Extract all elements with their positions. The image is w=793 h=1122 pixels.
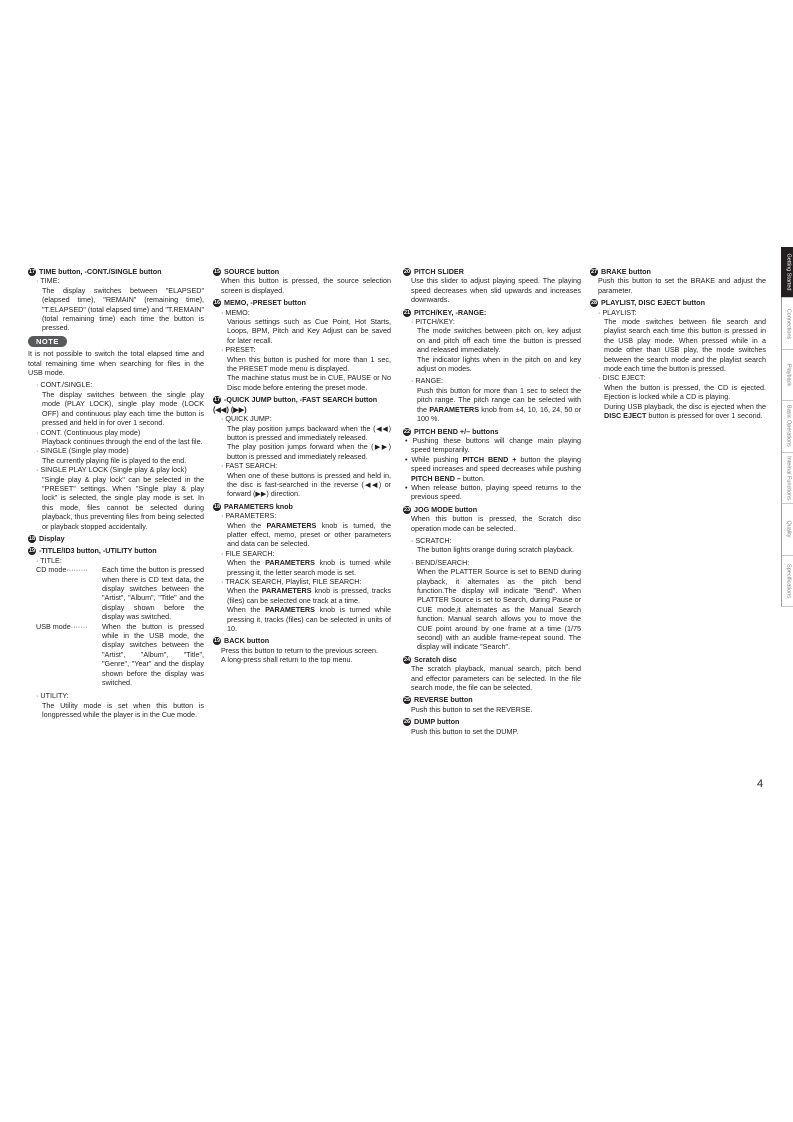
text-run: Push this button for more than 1 sec to select the pitch range. The pitch range can be selected with the <box>417 385 581 414</box>
back-body-2: A long-press shall return to the top menu. <box>221 655 353 665</box>
section-number-badge: 24 <box>403 656 411 663</box>
column-2 <box>213 264 391 665</box>
text-run: knob is turned while pressing it, tracks (files) can be selected in units of 10. <box>227 605 392 634</box>
cont-body: Playback continues through the end of the last file. <box>42 436 203 446</box>
section-number-badge: 21 <box>403 309 411 316</box>
bend-search-item <box>403 558 581 652</box>
memo-item <box>213 308 391 346</box>
section-playlist-heading <box>590 298 766 307</box>
section-number-badge: 25 <box>403 697 411 704</box>
preset-body-1: When this button is pushed for more than 1 sec, the PRESET mode menu is displayed. <box>227 354 391 374</box>
section-title: BACK button <box>224 636 270 646</box>
quick-jump-body-2: The play position jumps forward when the (▶▶) button is pressed and immediately released. <box>227 442 391 461</box>
usb-mode-text: When the button is pressed while in the USB mode, the display switches between the "Artist", "Album", "Title", "Genre", "Year" and the display shown before the display was switched. <box>102 621 204 688</box>
knob-name: PARAMETERS <box>261 586 312 596</box>
pitch-bend-bullet-1: • Pushing these buttons will change main playing speed temporarily. <box>405 435 581 455</box>
section-title: PITCH SLIDER <box>414 267 464 276</box>
disc-eject-title: · DISC EJECT: <box>598 373 646 383</box>
reverse-body: Push this button to set the REVERSE. <box>411 704 533 714</box>
single-body: The currently playing file is played to the end. <box>42 455 187 465</box>
button-name: PITCH BEND – <box>411 473 461 483</box>
section-number-badge: 17 <box>28 269 36 275</box>
pitch-key-body-1: The mode switches between pitch on, key adjust on and pitch off each time the button is pressed and released immediately. <box>417 326 581 355</box>
pitch-key-body-2: The indicator lights when in the pitch on and key adjust on modes. <box>417 354 581 374</box>
text-run: knob is turned, the platter effect, memo, preset or other parameters and data can be selected. <box>227 520 391 549</box>
track-search-body-2 <box>221 605 391 633</box>
cont-single-title: · CONT./SINGLE: <box>36 380 93 390</box>
text-run: knob from ±4, 10, 16, 24, 50 or 100 %. <box>417 404 581 424</box>
tab-label: Internal Functions <box>785 456 792 500</box>
range-title: · RANGE: <box>411 376 443 386</box>
text-run: During USB playback, the disc is ejected when the <box>604 401 766 411</box>
parameters-body <box>221 521 391 549</box>
jog-mode-body: When this button is pressed, the Scratch disc operation mode can be selected. <box>411 514 581 533</box>
tab-connections[interactable] <box>781 298 793 349</box>
tab-label: Basic Operations <box>785 405 792 448</box>
section-dump-heading <box>403 717 581 726</box>
section-number-badge: 23 <box>403 506 411 513</box>
scratch-disc-body: The scratch playback, manual search, pitch bend and effector parameters can be selected. In the file search mode, the file can be selected. <box>411 664 581 693</box>
section-title: PARAMETERS knob <box>224 501 293 511</box>
section-title: PLAYLIST, DISC EJECT button <box>601 298 705 308</box>
preset-body-2: The machine status must be in CUE, PAUSE or No Disc mode before entering the preset mode. <box>227 373 391 392</box>
section-number-badge: 17 <box>213 397 221 404</box>
section-title: -QUICK JUMP button, -FAST SEARCH button <box>224 395 378 405</box>
text-run: When the <box>227 586 262 596</box>
section-number-badge: 18 <box>213 503 221 510</box>
source-body: When this button is pressed, the source selection screen is displayed. <box>221 276 391 295</box>
utility-body: The Utility mode is set when this button is longpressed while the player is in the Cue mode. <box>42 700 204 720</box>
preset-title: · PRESET: <box>221 345 256 355</box>
memo-title: · MEMO: <box>221 307 250 317</box>
section-title: Display <box>39 533 65 543</box>
usb-mode-label: USB mode······· <box>36 621 88 631</box>
section-source-heading <box>213 267 391 276</box>
section-number-badge: 27 <box>590 269 598 275</box>
cont-single-item <box>28 380 204 427</box>
section-title: DUMP button <box>414 717 460 727</box>
section-title: BRAKE button <box>601 267 651 276</box>
range-item <box>403 376 581 423</box>
section-quick-jump-heading <box>213 395 391 404</box>
disc-eject-body-1: When the button is pressed, the CD is ejected. Ejection is locked while a CD is playing. <box>604 382 766 402</box>
playlist-item <box>590 308 766 374</box>
title-label: · TITLE: <box>36 555 62 565</box>
text-run: • While pushing <box>405 454 463 464</box>
tab-label: Connections <box>785 308 792 339</box>
knob-name: PARAMETERS <box>266 520 317 530</box>
fast-search-title: · FAST SEARCH: <box>221 461 278 471</box>
section-title: JOG MODE button <box>414 504 478 514</box>
tab-label: Quality <box>785 520 792 538</box>
column-3 <box>403 264 581 736</box>
section-title-arrows: (◀◀) (▶▶) <box>213 404 247 414</box>
usb-mode-row <box>28 622 204 688</box>
section-number-badge: 28 <box>590 300 598 307</box>
cont-item <box>28 428 204 447</box>
section-number-badge: 19 <box>28 548 36 555</box>
tab-label: Playback <box>785 363 792 387</box>
section-display-heading <box>28 534 204 543</box>
section-number-badge: 18 <box>28 535 36 542</box>
text-run: button. <box>460 473 485 483</box>
brake-body: Push this button to set the BRAKE and adjust the parameter. <box>598 276 766 295</box>
single-lock-body: "Single play & play lock" can be selected in the "PRESET" settings. When "Single play & play lock" is selected, the single play mode is set. In this mode, files cannot be selected during playback, thus preventing files from being selected or playback stopped accidentally. <box>42 474 204 531</box>
tab-basic-operations[interactable] <box>781 401 793 452</box>
single-lock-title: · SINGLE PLAY LOCK (Single play & play lock) <box>36 465 187 475</box>
tab-specifications[interactable] <box>781 556 793 607</box>
file-search-title: · FILE SEARCH: <box>221 548 275 558</box>
section-title: MEMO, -PRESET button <box>224 298 306 308</box>
cd-mode-text: Each time the button is pressed when there is CD text data, the display switches between the "Artist", "Album", "Title" and the display shown before the display was switched. <box>102 565 204 622</box>
section-title-id3-heading <box>28 546 204 555</box>
track-search-item <box>213 577 391 633</box>
tab-quality[interactable] <box>781 504 793 555</box>
chapter-tabs <box>781 247 793 607</box>
quick-jump-item <box>213 414 391 461</box>
section-pitch-slider-heading <box>403 267 581 276</box>
section-pitch-key-heading <box>403 308 581 317</box>
time-item <box>28 276 204 332</box>
cont-single-body: The display switches between the single play mode (PLAY LOCK), single play mode (LOCK OFF) and continuous play each time the button is pressed and held in for over 1 second. <box>42 389 204 428</box>
section-number-badge: 22 <box>403 428 411 435</box>
tab-getting-started[interactable] <box>781 247 793 298</box>
dump-body: Push this button to set the DUMP. <box>411 726 519 736</box>
playlist-body: The mode switches between file search and playlist search each time this button is pressed in the USB play mode. When pressed while in a mode other than USB play, the mode switches between the search mode and the playlist search mode each time the button is pressed. <box>604 317 766 374</box>
cd-mode-row <box>28 565 204 621</box>
track-search-title: · TRACK SEARCH, Playlist, FILE SEARCH: <box>221 577 362 586</box>
single-title: · SINGLE (Single play mode) <box>36 446 129 456</box>
time-body: The display switches between "ELAPSED" (elapsed time), "REMAIN" (remaining time), "T.ELAPSED" (total elapsed time) and "T.REMAIN" (total remaining time) each time the button is pressed. <box>42 285 204 333</box>
section-back-heading <box>213 636 391 645</box>
fast-search-body: When one of these buttons is pressed and held in, the disc is fast-searched in the reverse (◀◀) or forward (▶▶) direction. <box>227 470 391 499</box>
section-title: -TITLE/ID3 button, -UTILITY button <box>39 546 157 556</box>
section-number-badge: 15 <box>213 269 221 275</box>
parameters-item <box>213 511 391 549</box>
time-title: · TIME: <box>36 276 60 286</box>
playlist-title: · PLAYLIST: <box>598 307 637 317</box>
memo-body: Various settings such as Cue Point, Hot Starts, Loops, BPM, Pitch and Key Adjust can be saved for later recall. <box>227 317 391 345</box>
text-run: button is pressed for over 1 second. <box>646 411 763 421</box>
cd-mode-label: CD mode········· <box>36 565 88 575</box>
tab-internal-functions[interactable] <box>781 453 793 504</box>
tab-label: Getting Started <box>785 253 792 291</box>
text-run: When the <box>227 605 266 615</box>
section-title: PITCH BEND +/– buttons <box>414 426 499 436</box>
single-item <box>28 446 204 465</box>
quick-jump-body-1: The play position jumps backward when the (◀◀) button is pressed and immediately released. <box>227 423 391 442</box>
track-search-body-1 <box>221 586 391 605</box>
section-number-badge: 19 <box>213 638 221 645</box>
text-run: knob is turned while pressing it, the letter search mode is set. <box>227 558 392 577</box>
parameters-title: · PARAMETERS: <box>221 511 277 521</box>
title-item-label <box>28 556 204 565</box>
pitch-slider-body: Use this slider to adjust playing speed. The playing speed decreases when slid upwards and increases downwards. <box>411 276 581 305</box>
preset-item <box>213 345 391 392</box>
section-title: SOURCE button <box>224 267 280 276</box>
tab-playback[interactable] <box>781 350 793 401</box>
knob-name: PARAMETERS <box>265 558 315 568</box>
bend-search-title: · BEND/SEARCH: <box>411 557 470 567</box>
knob-name: PARAMETERS <box>429 404 480 414</box>
range-body <box>411 386 581 424</box>
cont-title: · CONT. (Continuous play mode) <box>36 427 141 437</box>
single-lock-item <box>28 465 204 531</box>
column-1 <box>28 264 204 720</box>
scratch-item <box>403 536 581 555</box>
section-title: TIME button, -CONT./SINGLE button <box>39 267 162 276</box>
button-name: DISC EJECT <box>604 411 647 421</box>
page-number: 4 <box>757 778 764 790</box>
section-memo-heading <box>213 298 391 307</box>
column-4 <box>590 264 766 421</box>
note-text: It is not possible to switch the total elapsed time and total remaining time when searching for files in the USB mode. <box>28 349 204 378</box>
disc-eject-item <box>590 373 766 420</box>
disc-eject-body-2 <box>598 402 766 421</box>
scratch-title: · SCRATCH: <box>411 535 452 545</box>
text-run: When the <box>227 558 266 568</box>
section-brake-heading <box>590 267 766 276</box>
text-run: button the playing speed increases and speed decreases while pushing <box>411 454 581 474</box>
scratch-body: The button lights orange during scratch playback. <box>417 545 575 555</box>
knob-name: PARAMETERS <box>265 605 315 615</box>
utility-title: · UTILITY: <box>36 691 69 701</box>
note-badge: NOTE <box>28 336 67 347</box>
section-number-badge: 20 <box>403 269 411 275</box>
section-title: PITCH/KEY, -RANGE: <box>414 307 487 317</box>
section-title: Scratch disc <box>414 654 457 664</box>
pitch-key-title: · PITCH/KEY: <box>411 317 455 327</box>
back-body-1: Press this button to return to the previous screen. <box>221 645 379 655</box>
section-jog-mode-heading <box>403 505 581 514</box>
file-search-body <box>221 558 391 577</box>
utility-item <box>28 691 204 719</box>
file-search-item <box>213 549 391 577</box>
bend-search-body: When the PLATTER Source is set to BEND during playback, it alternates as the pitch bend function.The display will indicate "Bend". When PLATTER Source is set to Search, during Pause or CUE mode,it alternates as the Manual Search function. Manual search allows you to move the CUE point around by one frame at a time (1/75 second) with an audible frame-repeat sound. The display will indicate "Search". <box>417 567 581 652</box>
section-title: REVERSE button <box>414 695 473 705</box>
section-time-button-heading <box>28 267 204 276</box>
section-reverse-heading <box>403 695 581 704</box>
quick-jump-title: · QUICK JUMP: <box>221 414 272 424</box>
pitch-bend-bullet-2 <box>403 455 581 483</box>
pitch-bend-bullet-3: • When release button, playing speed returns to the previous speed. <box>405 482 581 502</box>
section-parameters-heading <box>213 502 391 511</box>
pitch-key-item <box>403 317 581 373</box>
text-run: When the <box>227 520 267 530</box>
section-scratch-disc-heading <box>403 655 581 664</box>
section-number-badge: 16 <box>213 300 221 307</box>
button-name: PITCH BEND + <box>462 454 517 464</box>
section-number-badge: 26 <box>403 719 411 726</box>
text-run: knob is pressed, tracks (files) can be selected one track at a time. <box>227 586 391 605</box>
section-pitch-bend-heading <box>403 427 581 436</box>
tab-label: Specifications <box>785 563 792 598</box>
fast-search-item <box>213 461 391 499</box>
